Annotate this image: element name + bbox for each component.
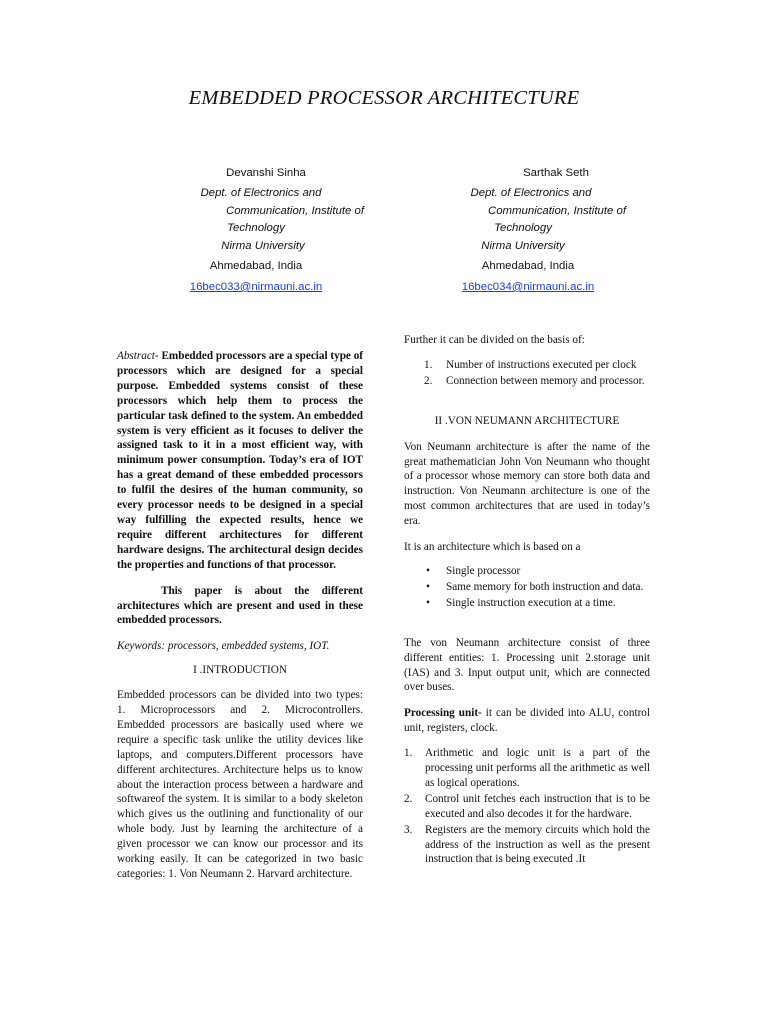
- section-heading-introduction: I .INTRODUCTION: [193, 664, 287, 677]
- right-column: [404, 333, 650, 867]
- abstract-text: Embedded processors are a special type of processors which are designed for a special purpose. Embedded systems consist of these processors which help them to process the particular task defined to the system. An embedded system is very efficient as it focuses to deliver the assigned task to it in a most efficient way, with minimum power consumption. Today’s era of IOT has a great demand of these embedded processors to fulfil the desires of the human community, so every processor needs to be designed in a special way fulfilling the expected results, hence we require different architectures for different hardware designs. The architectural design decides the properties and functions of that processor.: [117, 350, 364, 571]
- author-university: Nirma University: [221, 240, 305, 252]
- three-entities-text: The von Neumann architecture consist of three different entities: 1. Processing unit 2.storage unit (IAS) and 3. Input output unit, which are connected over buses.: [404, 636, 650, 694]
- author-email-link[interactable]: 16bec034@nirmauni.ac.in: [461, 281, 595, 293]
- list-item: 1. Number of instructions executed per clock: [424, 358, 637, 371]
- section-heading-von-neumann: II .VON NEUMANN ARCHITECTURE: [434, 414, 620, 427]
- author-dept-3: Technology: [227, 222, 285, 234]
- list-item: 1. Arithmetic and logic unit is a part of the processing unit performs all the arithmetic as well as logical operations.: [404, 747, 650, 789]
- von-neumann-text: Von Neumann architecture is after the name of the great mathematician John Von Neumann who thought of a processor whose memory can store both data and instruction. Von Neumann architecture is one of the most common architectures that are used in today’s era.: [404, 440, 650, 528]
- list-item: 2. Control unit fetches each instruction that is to be executed and also decodes it for the hardware.: [404, 792, 650, 820]
- left-column: [117, 349, 363, 882]
- processing-unit-label: Processing unit-: [404, 707, 482, 720]
- author-location: Ahmedabad, India: [209, 259, 303, 272]
- further-text: Further it can be divided on the basis of:: [404, 334, 585, 346]
- processing-unit-paragraph: [404, 706, 650, 736]
- processing-unit-text: it can be divided into ALU, control unit, registers, clock.: [404, 707, 650, 735]
- feature-bullet-list: [426, 564, 650, 611]
- list-item: • Same memory for both instruction and data.: [426, 580, 644, 593]
- keywords: Keywords: processors, embedded systems, IOT.: [117, 640, 330, 653]
- processing-unit-list: [404, 746, 650, 867]
- author-block-2: [378, 164, 678, 298]
- author-location: Ahmedabad, India: [481, 259, 575, 272]
- abstract-label: Abstract-: [117, 350, 159, 362]
- author-dept-2: Communication, Institute of: [487, 205, 627, 217]
- list-item: • Single instruction execution at a time.: [426, 596, 616, 609]
- author-email-link[interactable]: 16bec033@nirmauni.ac.in: [189, 281, 323, 293]
- author-name: Devanshi Sinha: [226, 167, 306, 179]
- author-block-1: [116, 164, 416, 298]
- abstract-paragraph: [117, 349, 363, 573]
- list-item: 3. Registers are the memory circuits which hold the address of the instruction as well as the present instruction that is being executed .It: [404, 823, 650, 866]
- author-dept: Dept. of Electronics and: [200, 186, 322, 199]
- list-item: 2. Connection between memory and processor.: [424, 374, 645, 387]
- author-dept-2: Communication, Institute of: [225, 205, 365, 217]
- author-dept-3: Technology: [494, 222, 552, 234]
- author-dept: Dept. of Electronics and: [470, 186, 592, 199]
- list-item: • Single processor: [426, 564, 521, 577]
- author-name: Sarthak Seth: [523, 167, 589, 179]
- based-on-text: It is an architecture which is based on a: [404, 541, 581, 554]
- paper-title: EMBEDDED PROCESSOR ARCHITECTURE: [188, 87, 580, 109]
- introduction-text: Embedded processors can be divided into two types: 1. Microprocessors and 2. Microcontrollers. Embedded processors are basically used where we require a specific task unlike the utility devices like laptops, and computers.Different processors have different architectures. Architecture helps us to know about the interaction process between a hardware and softwareof the system. It is similar to a body skeleton which gives us the outlining and functionality of our whole body. Just by learning the architecture of a given processor we can know our processor and its working easily. It can be categorized in two basic categories: 1. Von Neumann 2. Harvard architecture.: [117, 689, 363, 880]
- author-university: Nirma University: [481, 240, 565, 252]
- basis-list: [424, 358, 650, 389]
- abstract-paragraph-2: This paper is about the different architectures which are present and used in these embedded processors.: [117, 584, 363, 627]
